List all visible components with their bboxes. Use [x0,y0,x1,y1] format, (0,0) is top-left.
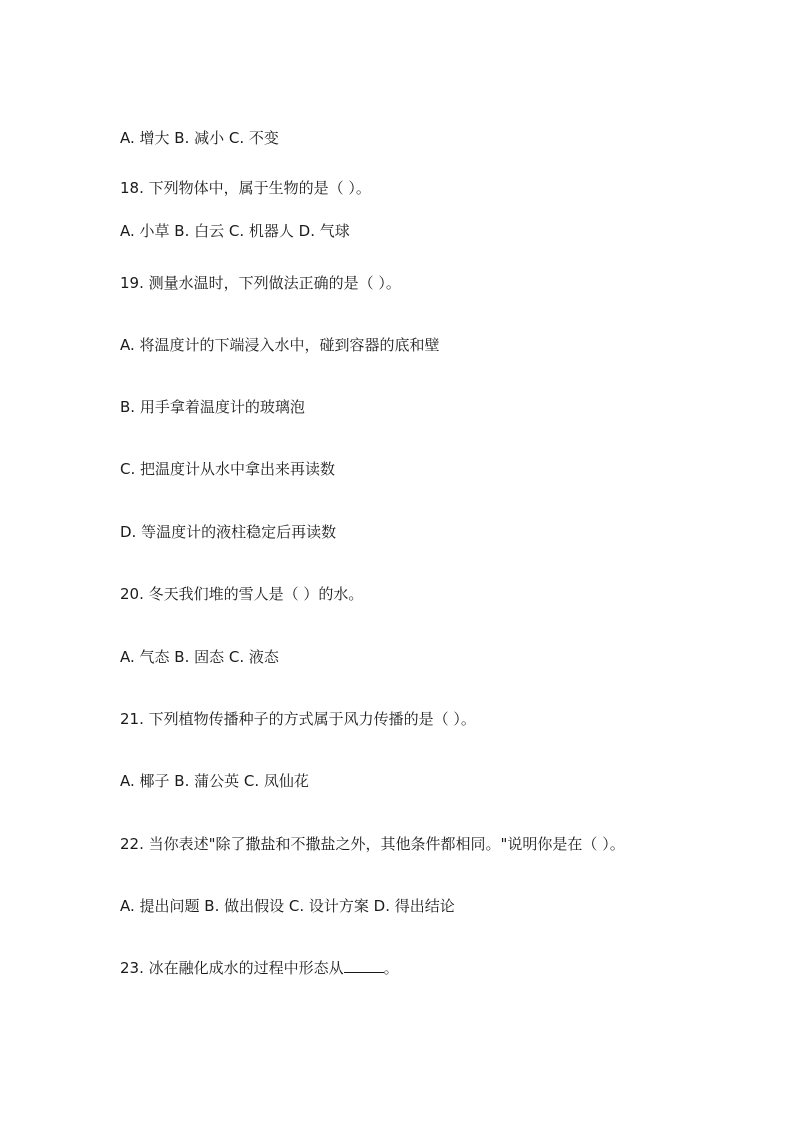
q23-question [120,958,399,978]
q19-option-b: B. 用手拿着温度计的玻璃泡 [120,398,305,416]
q21-question: 21. 下列植物传播种子的方式属于风力传播的是（ ）。 [120,710,476,728]
q20-options: A. 气态 B. 固态 C. 液态 [120,648,279,666]
q21-options: A. 椰子 B. 蒲公英 C. 凤仙花 [120,772,309,790]
q17-options: A. 增大 B. 减小 C. 不变 [120,129,279,147]
q20-question: 20. 冬天我们堆的雪人是（ ）的水。 [120,585,364,603]
q18-question: 18. 下列物体中，属于生物的是（ ）。 [120,179,371,197]
q18-options: A. 小草 B. 白云 C. 机器人 D. 气球 [120,222,350,240]
q19-option-d: D. 等温度计的液柱稳定后再读数 [120,523,337,541]
q19-option-a: A. 将温度计的下端浸入水中，碰到容器的底和壁 [120,336,440,354]
q23-text: 23. 冰在融化成水的过程中形态从 [120,959,344,977]
q19-option-c: C. 把温度计从水中拿出来再读数 [120,460,336,478]
q22-options: A. 提出问题 B. 做出假设 C. 设计方案 D. 得出结论 [120,897,455,915]
q22-question: 22. 当你表述"除了撒盐和不撒盐之外，其他条件都相同。"说明你是在（ ）。 [120,835,625,853]
answer-blank [344,958,384,973]
q23-end: 。 [383,959,399,977]
q19-question: 19. 测量水温时，下列做法正确的是（ ）。 [120,274,401,292]
